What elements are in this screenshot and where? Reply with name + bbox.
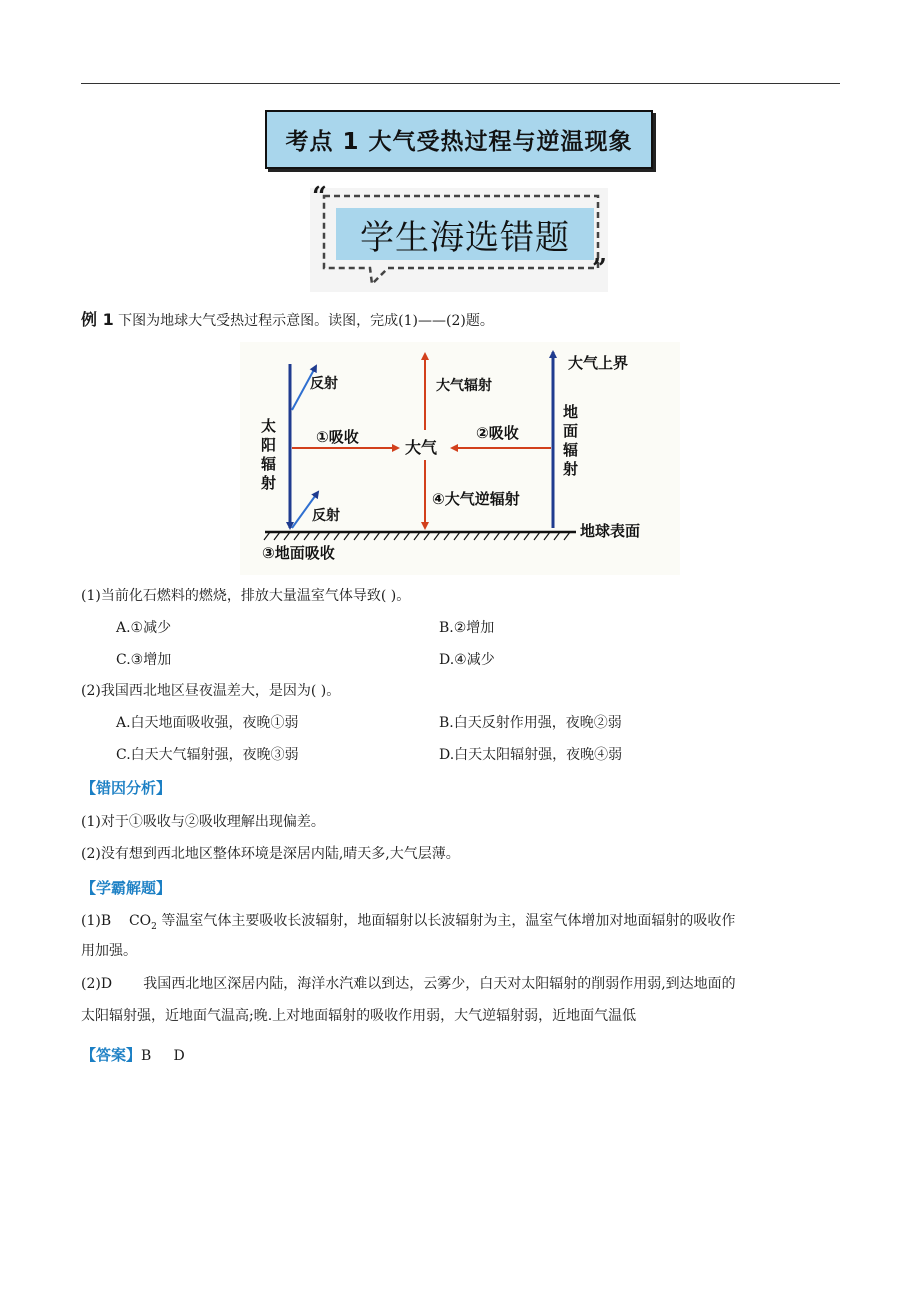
error-analysis-line-1: (1)对于①吸收与②吸收理解出现偏差。 bbox=[81, 814, 325, 830]
label-absorb-2: ②吸收 bbox=[476, 424, 519, 442]
label-ground-radiation: 地面辐射 bbox=[561, 404, 579, 480]
diagram-svg bbox=[240, 342, 680, 575]
q1-option-a: A.①减少 bbox=[116, 620, 172, 636]
q1-stem: (1)当前化石燃料的燃烧，排放大量温室气体导致( )。 bbox=[81, 588, 411, 604]
label-atmosphere: 大气 bbox=[405, 438, 438, 457]
solution-1-line-1 bbox=[81, 911, 735, 937]
diagram-background bbox=[240, 342, 680, 575]
solution-1-co: CO bbox=[128, 913, 152, 929]
q2-stem: (2)我国西北地区昼夜温差大，是因为( )。 bbox=[81, 683, 341, 699]
example-line bbox=[81, 310, 494, 331]
banner-close-quote: ” bbox=[592, 254, 607, 284]
label-atm-radiation: 大气辐射 bbox=[436, 378, 492, 394]
solution-2-line-1 bbox=[81, 974, 736, 994]
q2-option-d: D.白天太阳辐射强，夜晚④弱 bbox=[439, 747, 623, 763]
example-intro: 下图为地球大气受热过程示意图。读图，完成(1)——(2)题。 bbox=[118, 313, 494, 329]
q1-option-d: D.④减少 bbox=[439, 652, 495, 668]
solution-1-prefix: (1)B bbox=[81, 913, 112, 929]
label-earth-surface: 地球表面 bbox=[580, 522, 641, 540]
label-solar-radiation: 太阳辐射 bbox=[259, 418, 277, 494]
banner-open-quote: “ bbox=[312, 182, 327, 212]
q2-option-b: B.白天反射作用强，夜晚②弱 bbox=[439, 715, 622, 731]
label-ground-absorb: ③地面吸收 bbox=[262, 544, 335, 562]
label-reflect-top: 反射 bbox=[310, 376, 338, 392]
error-analysis-heading: 【错因分析】 bbox=[81, 779, 172, 797]
solution-1-line-2: 用加强。 bbox=[81, 943, 137, 959]
q1-option-b: B.②增加 bbox=[439, 620, 495, 636]
label-absorb-1: ①吸收 bbox=[316, 428, 359, 446]
q2-option-a: A.白天地面吸收强，夜晚①弱 bbox=[116, 715, 299, 731]
label-counter-radiation: ④大气逆辐射 bbox=[432, 490, 520, 508]
topic-title: 考点 1 大气受热过程与逆温现象 bbox=[265, 110, 653, 169]
atmosphere-heating-diagram bbox=[240, 342, 680, 575]
solution-1-subscript: 2 bbox=[151, 921, 157, 932]
solution-2-text: 我国西北地区深居内陆，海洋水汽难以到达，云雾少，白天对太阳辐射的削弱作用弱,到达地面的 bbox=[143, 976, 736, 992]
solution-1-text: 等温室气体主要吸收长波辐射，地面辐射以长波辐射为主，温室气体增加对地面辐射的吸收作 bbox=[156, 913, 736, 929]
solution-2-line-2: 太阳辐射强，近地面气温高;晚.上对地面辐射的吸收作用弱，大气逆辐射弱，近地面气温低 bbox=[81, 1008, 637, 1024]
answer-values: B D bbox=[141, 1048, 185, 1064]
label-top-boundary: 大气上界 bbox=[568, 354, 629, 372]
q2-option-c: C.白天大气辐射强，夜晚③弱 bbox=[116, 747, 299, 763]
solution-2-prefix: (2)D bbox=[81, 976, 113, 992]
banner bbox=[310, 182, 608, 292]
q1-option-c: C.③增加 bbox=[116, 652, 172, 668]
header-rule bbox=[81, 83, 840, 84]
answer-line bbox=[81, 1045, 185, 1066]
label-reflect-bottom: 反射 bbox=[312, 508, 340, 524]
error-analysis-line-2: (2)没有想到西北地区整体环境是深居内陆,晴天多,大气层薄。 bbox=[81, 846, 460, 862]
banner-title: 学生海选错题 bbox=[360, 217, 570, 258]
example-label: 例 1 bbox=[81, 310, 114, 329]
answer-heading: 【答案】 bbox=[81, 1046, 142, 1064]
solution-heading: 【学霸解题】 bbox=[81, 879, 172, 897]
